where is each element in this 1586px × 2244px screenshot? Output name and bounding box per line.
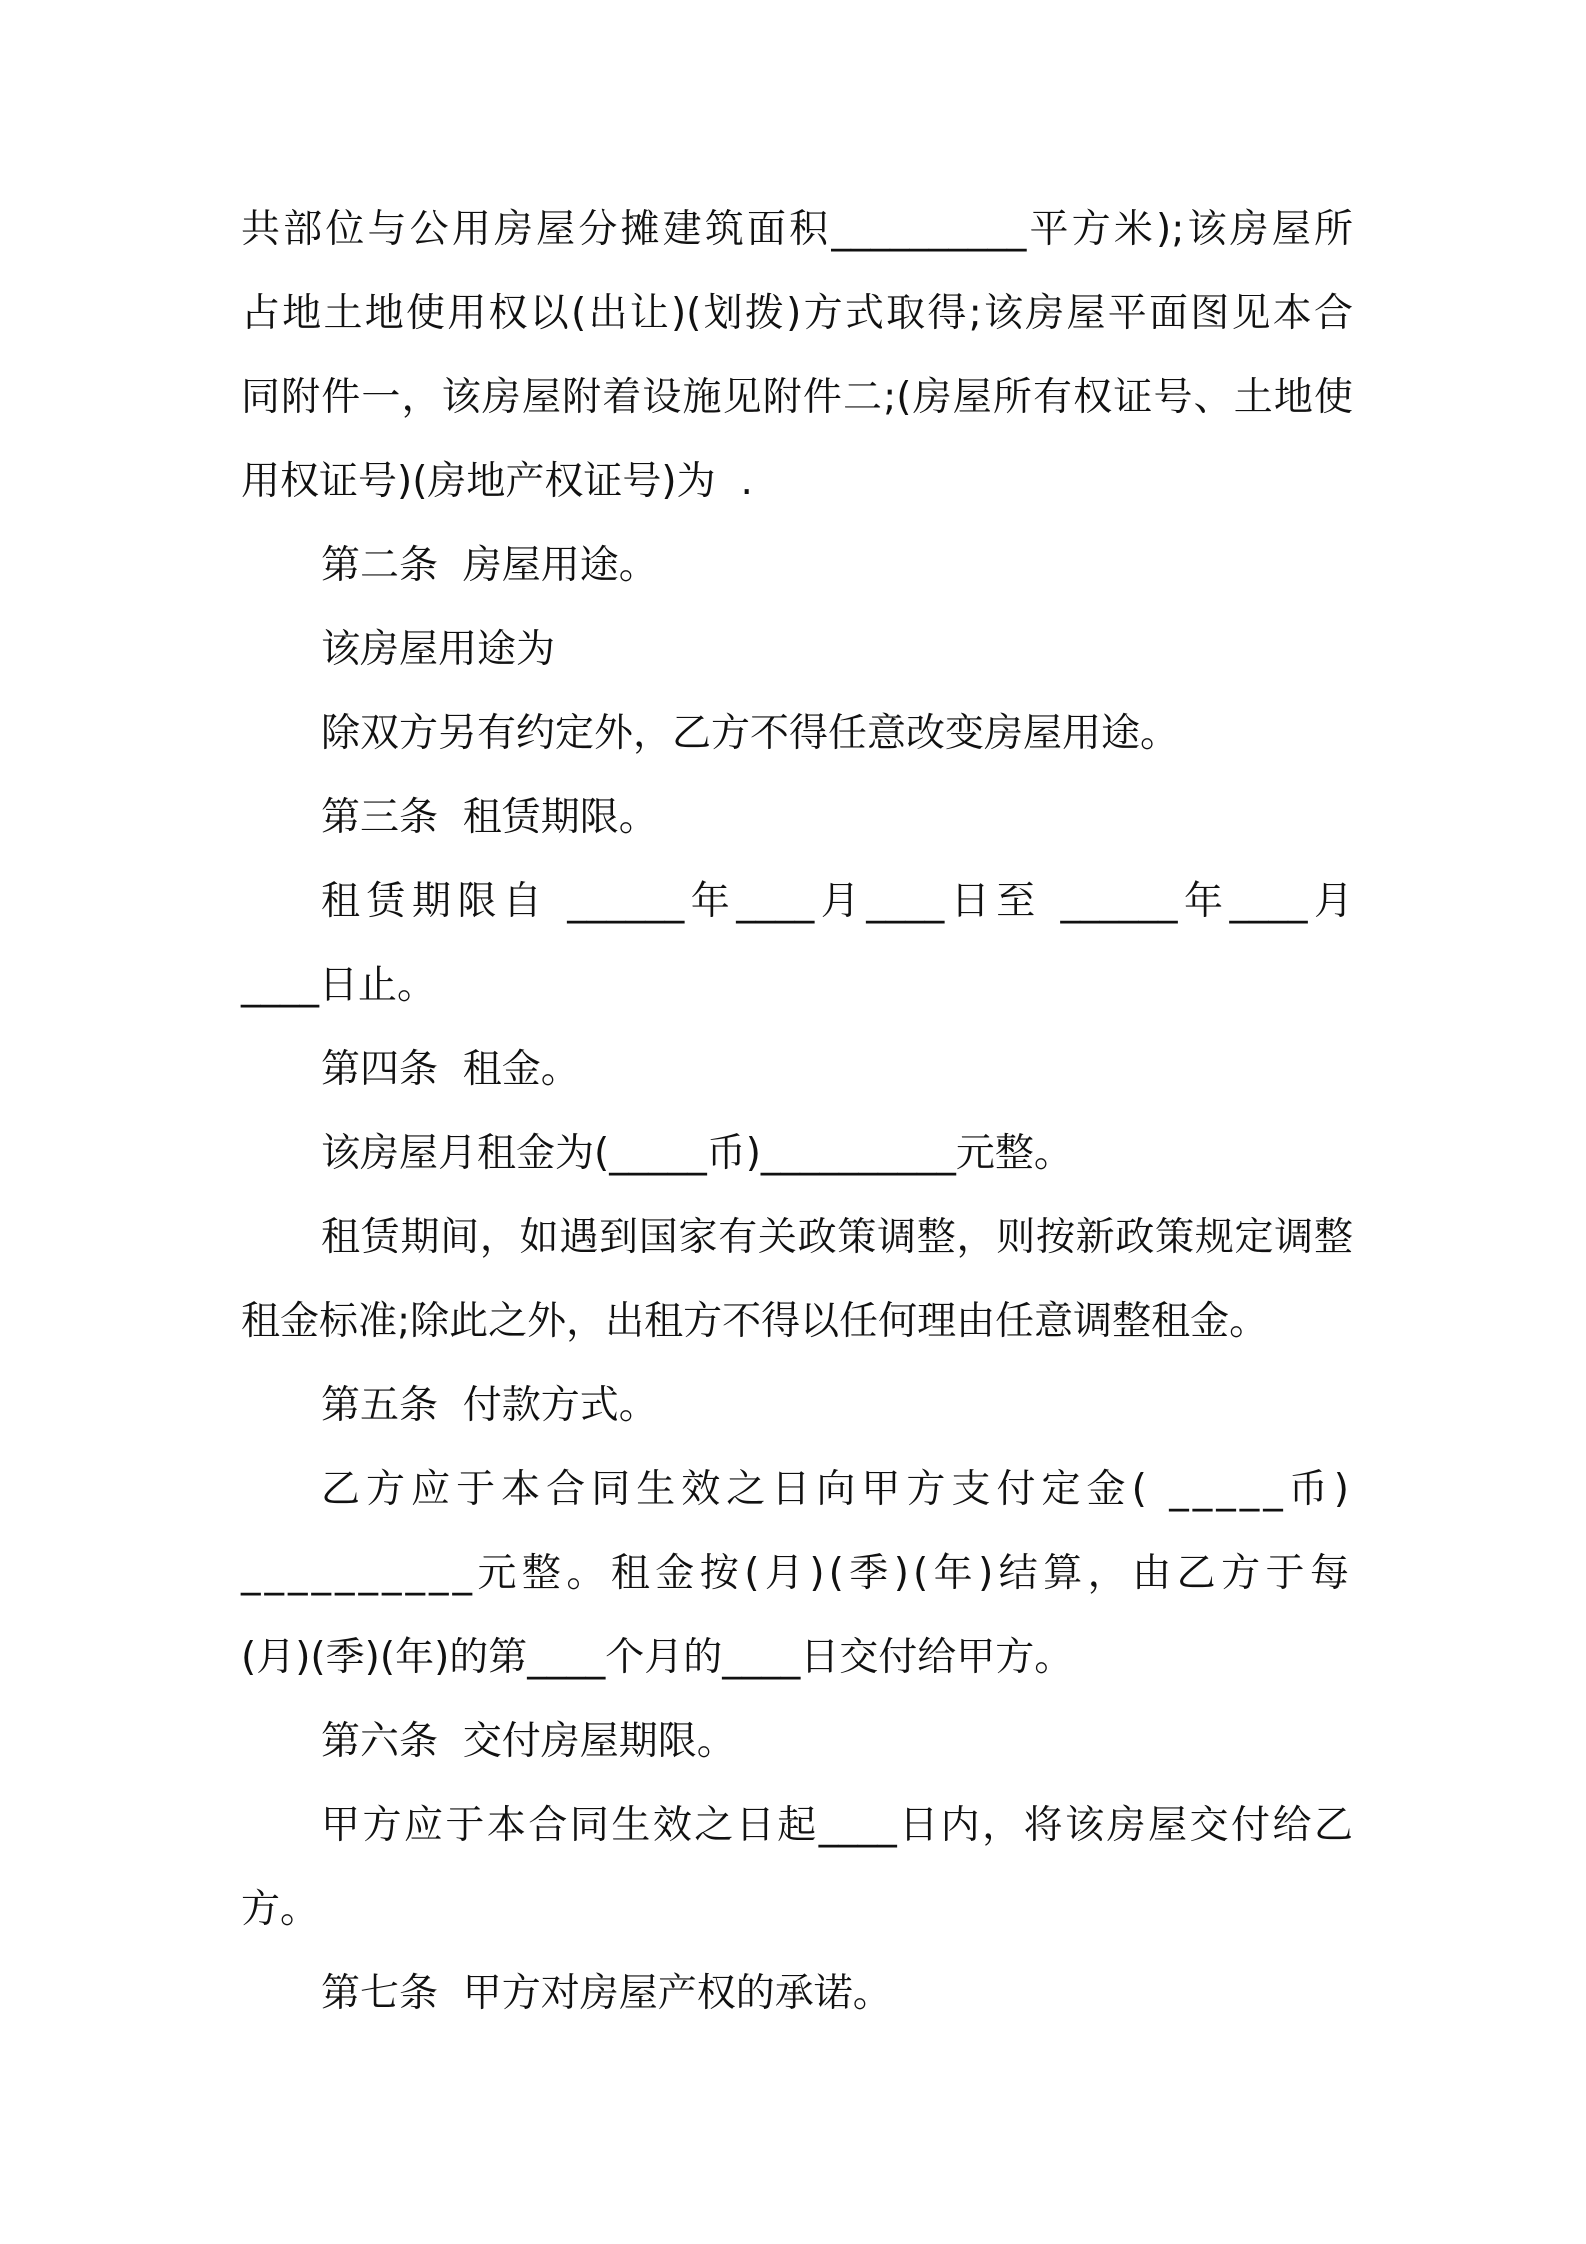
paragraph-line: 甲方应于本合同生效之日起____日内，将该房屋交付给乙 (321, 1803, 1353, 1848)
paragraph-line: 该房屋用途为 (321, 627, 556, 672)
paragraph-line: 该房屋月租金为(_____币)__________元整。 (321, 1131, 1073, 1176)
paragraph-line: (月)(季)(年)的第____个月的____日交付给甲方。 (241, 1635, 1074, 1680)
paragraph-line: 乙方应于本合同生效之日向甲方支付定金( _____币) (321, 1467, 1353, 1512)
article-heading: 第四条 租金。 (321, 1047, 580, 1092)
paragraph-line: 共部位与公用房屋分摊建筑面积__________平方米);该房屋所 (241, 207, 1353, 252)
paragraph-line: __________元整。租金按(月)(季)(年)结算，由乙方于每 (241, 1551, 1353, 1596)
article-heading: 第六条 交付房屋期限。 (321, 1719, 736, 1764)
paragraph-line: ____日止。 (241, 963, 437, 1008)
article-heading: 第五条 付款方式。 (321, 1383, 658, 1428)
paragraph-line: 占地土地使用权以(出让)(划拨)方式取得;该房屋平面图见本合 (241, 291, 1353, 336)
article-heading: 第二条 房屋用途。 (321, 543, 658, 588)
paragraph-line: 除双方另有约定外，乙方不得任意改变房屋用途。 (321, 711, 1180, 756)
paragraph-line: 租赁期限自 ______年____月____日至 ______年____月 (321, 879, 1353, 924)
paragraph-line: 用权证号)(房地产权证号)为 . (241, 459, 753, 504)
paragraph-line: 方。 (241, 1887, 320, 1932)
paragraph-line: 租赁期间，如遇到国家有关政策调整，则按新政策规定调整 (321, 1215, 1353, 1260)
paragraph-line: 租金标准;除此之外，出租方不得以任何理由任意调整租金。 (241, 1299, 1269, 1344)
paragraph-line: 同附件一，该房屋附着设施见附件二;(房屋所有权证号、土地使 (241, 375, 1353, 420)
article-heading: 第七条 甲方对房屋产权的承诺。 (321, 1971, 892, 2016)
article-heading: 第三条 租赁期限。 (321, 795, 658, 840)
